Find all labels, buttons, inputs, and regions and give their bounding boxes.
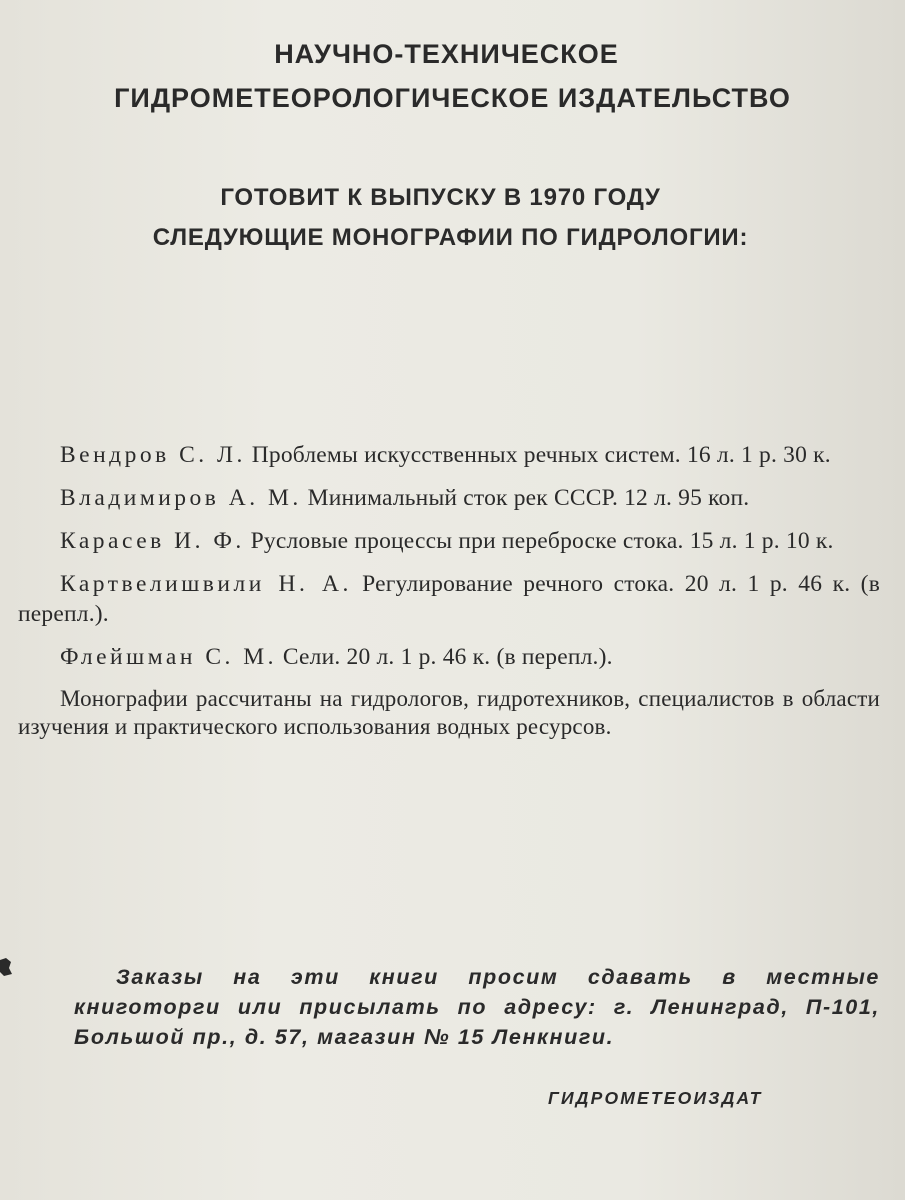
announcement-line-1: ГОТОВИТ К ВЫПУСКУ В 1970 ГОДУ <box>220 184 661 211</box>
publisher-line-2: ГИДРОМЕТЕОРОЛОГИЧЕСКОЕ ИЗДАТЕЛЬСТВО <box>114 83 791 113</box>
book-entry <box>18 642 880 672</box>
book-author: Владимиров А. М. <box>60 485 302 511</box>
announcement-heading <box>0 178 905 258</box>
book-author: Карасев И. Ф. <box>60 528 245 554</box>
book-author: Флейшман С. М. <box>60 644 278 670</box>
book-details: Проблемы искусственных речных систем. 16 л. 1 р. 30 к. <box>251 442 831 468</box>
book-details: Русловые процессы при переброске стока. 15 л. 1 р. 10 к. <box>250 528 834 554</box>
book-author: Вендров С. Л. <box>60 442 246 468</box>
book-author: Картвелишвили Н. А. <box>60 571 352 597</box>
publisher-line-1: НАУЧНО-ТЕХНИЧЕСКОЕ <box>274 39 619 69</box>
order-instructions: Заказы на эти книги просим сдавать в местные книготорги или присылать по адресу: г. Ленинград, П-101, Большой пр., д. 57, магазин № 15 Ленкниги. <box>74 965 880 1049</box>
book-entry <box>18 440 880 470</box>
book-details: Регулирование речного стока. 20 л. 1 р. 46 к. (в перепл.). <box>18 571 880 627</box>
publisher-header <box>0 32 905 120</box>
ink-spot-icon <box>0 956 12 978</box>
audience-note: Монографии рассчитаны на гидрологов, гидротехников, специалистов в области изучения и практического использования водных ресурсов. <box>18 686 880 739</box>
book-entry <box>18 526 880 556</box>
book-entry <box>18 569 880 629</box>
book-details: Сели. 20 л. 1 р. 46 к. (в перепл.). <box>282 644 613 670</box>
announcement-line-2: СЛЕДУЮЩИЕ МОНОГРАФИИ ПО ГИДРОЛОГИИ: <box>152 224 749 251</box>
book-entry <box>18 483 880 513</box>
book-list <box>18 440 880 741</box>
book-details: Минимальный сток рек СССР. 12 л. 95 коп. <box>307 485 750 511</box>
publisher-signature: ГИДРОМЕТЕОИЗДАТ <box>548 1088 763 1108</box>
